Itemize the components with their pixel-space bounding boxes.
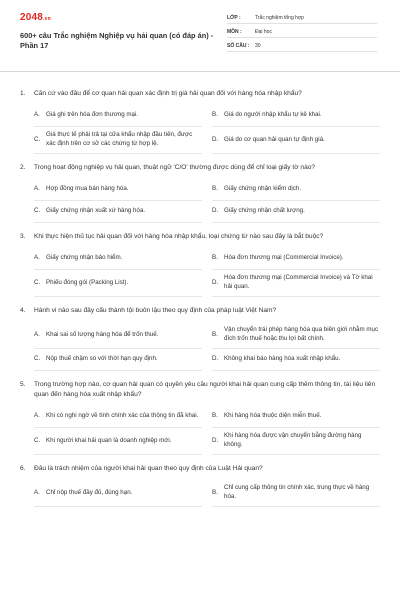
question-text: Đâu là trách nhiệm của người khai hải quan theo quy định của Luật Hải quan? (34, 465, 263, 472)
answer-options (20, 406, 380, 455)
option-text: Giá do cơ quan hải quan tự định giá. (224, 135, 325, 143)
option-a[interactable] (34, 248, 202, 270)
option-b[interactable] (212, 179, 380, 201)
option-key: B. (212, 254, 218, 261)
option-key: B. (212, 412, 218, 419)
meta-value: Đại học (255, 29, 272, 35)
answer-options (20, 179, 380, 223)
option-text: Giá ghi trên hóa đơn thương mại. (46, 111, 139, 118)
option-key: B. (212, 111, 218, 118)
answer-options (20, 480, 380, 507)
option-d[interactable] (212, 270, 380, 297)
option-text: Vận chuyển trái phép hàng hóa qua biên giới nhằm mục đích trốn thuế hoặc thu lợi bất chính. (224, 326, 379, 342)
option-text: Khai sai số lượng hàng hóa để trốn thuế. (46, 330, 159, 338)
option-d[interactable] (212, 349, 380, 371)
meta-row-count (227, 39, 377, 52)
option-key: C. (34, 436, 41, 444)
option-key: D. (212, 135, 219, 143)
option-c[interactable] (34, 349, 202, 371)
option-text: Khi có nghi ngờ về tính chính xác của thông tin đã khai. (46, 412, 199, 419)
meta-value: 30 (255, 43, 261, 49)
page-title: 600+ câu Trắc nghiệm Nghiệp vụ hải quan (có đáp án) - Phần 17 (20, 31, 214, 50)
option-d[interactable] (212, 127, 380, 154)
question-number: 1. (20, 90, 26, 97)
meta-value: Trắc nghiệm tổng hợp (255, 15, 304, 21)
question-number: 6. (20, 465, 26, 472)
option-text: Phiếu đóng gói (Packing List). (46, 278, 129, 286)
option-key: A. (34, 330, 40, 338)
meta-key: LỚP : (227, 15, 241, 21)
page-header (0, 0, 400, 72)
answer-options (20, 322, 380, 371)
option-key: D. (212, 436, 219, 444)
option-d[interactable] (212, 428, 380, 455)
option-a[interactable] (34, 480, 202, 507)
question-number: 5. (20, 381, 26, 388)
option-a[interactable] (34, 105, 202, 127)
option-key: D. (212, 207, 219, 214)
option-key: D. (212, 355, 219, 362)
option-b[interactable] (212, 248, 380, 270)
option-text: Hóa đơn thương mại (Commercial Invoice). (224, 254, 344, 261)
question-number: 2. (20, 164, 26, 171)
option-key: A. (34, 488, 40, 496)
option-text: Khi người khai hải quan là doanh nghiệp mới. (46, 436, 172, 444)
option-text: Giá do người nhập khẩu tự kê khai. (224, 111, 322, 118)
meta-row-class (227, 11, 377, 24)
option-key: C. (34, 355, 41, 362)
option-b[interactable] (212, 322, 380, 349)
option-key: A. (34, 412, 40, 419)
option-c[interactable] (34, 201, 202, 223)
option-b[interactable] (212, 406, 380, 428)
meta-key: SỐ CÂU : (227, 43, 250, 49)
option-b[interactable] (212, 480, 380, 507)
option-key: A. (34, 111, 40, 118)
option-b[interactable] (212, 105, 380, 127)
option-key: C. (34, 135, 41, 143)
option-key: C. (34, 278, 41, 286)
logo-suffix: .vn (43, 16, 51, 22)
option-key: B. (212, 185, 218, 192)
question-2 (20, 163, 380, 223)
option-text: Chỉ nộp thuế đầy đủ, đúng hạn. (46, 488, 133, 496)
question-number: 4. (20, 307, 26, 314)
question-list (0, 72, 400, 507)
option-a[interactable] (34, 179, 202, 201)
logo-main: 2048 (20, 12, 44, 23)
option-text: Khi hàng hóa được vận chuyển bằng đường hàng không. (224, 432, 362, 448)
option-text: Giấy chứng nhận kiểm dịch. (224, 185, 302, 192)
question-text: Khi thực hiện thủ tục hải quan đối với hàng hóa nhập khẩu, loại chứng từ nào sau đây là bắt buộc? (34, 233, 324, 240)
question-4 (20, 306, 380, 371)
option-text: Khi hàng hóa thuộc diện miễn thuế. (224, 412, 322, 419)
option-c[interactable] (34, 127, 202, 154)
option-key: C. (34, 207, 41, 214)
meta-row-subject (227, 25, 377, 38)
site-logo[interactable] (20, 12, 51, 23)
option-text: Giấy chứng nhận chất lượng. (224, 207, 305, 214)
option-text: Nộp thuế chậm so với thời hạn quy định. (46, 355, 158, 362)
question-3 (20, 232, 380, 297)
question-5 (20, 380, 380, 455)
option-c[interactable] (34, 270, 202, 297)
question-text: Trong hoạt động nghiệp vụ hải quan, thuật ngữ 'C/O' thường được dùng để chỉ loại giấy tờ nào? (34, 164, 316, 171)
question-1 (20, 89, 380, 154)
option-text: Chỉ cung cấp thông tin chính xác, trung thực về hàng hóa. (224, 484, 370, 500)
option-key: A. (34, 185, 40, 192)
meta-table (227, 11, 377, 53)
answer-options (20, 105, 380, 154)
option-key: D. (212, 278, 219, 286)
option-d[interactable] (212, 201, 380, 223)
option-c[interactable] (34, 428, 202, 455)
option-text: Giấy chứng nhận xuất xứ hàng hóa. (46, 207, 146, 214)
question-text: Căn cứ vào đâu để cơ quan hải quan xác định trị giá hải quan đối với hàng hóa nhập khẩu? (34, 90, 302, 97)
meta-key: MÔN : (227, 29, 242, 35)
option-a[interactable] (34, 406, 202, 428)
answer-options (20, 248, 380, 297)
option-text: Giấy chứng nhận bảo hiểm. (46, 254, 123, 261)
option-key: B. (212, 330, 218, 338)
option-text: Không khai báo hàng hóa xuất nhập khẩu. (224, 355, 341, 362)
option-key: A. (34, 254, 40, 261)
question-6 (20, 464, 380, 507)
question-number: 3. (20, 233, 26, 240)
option-text: Hợp đồng mua bán hàng hóa. (46, 185, 129, 192)
option-a[interactable] (34, 322, 202, 349)
option-text: Giá thực tế phải trả tại cửa khẩu nhập đầu tiên, được xác định trên cơ sở các chứng từ hợp lệ. (46, 131, 193, 147)
question-text: Hành vi nào sau đây cấu thành tội buôn lậu theo quy định của pháp luật Việt Nam? (34, 307, 277, 314)
question-text: Trong trường hợp nào, cơ quan hải quan có quyền yêu cầu người khai hải quan cung cấp thêm thông tin, tài liệu liên quan đến hàng hóa xuất nhập khẩu? (34, 381, 376, 398)
option-text: Hóa đơn thương mại (Commercial Invoice) và Tờ khai hải quan. (224, 274, 373, 290)
option-key: B. (212, 488, 218, 496)
